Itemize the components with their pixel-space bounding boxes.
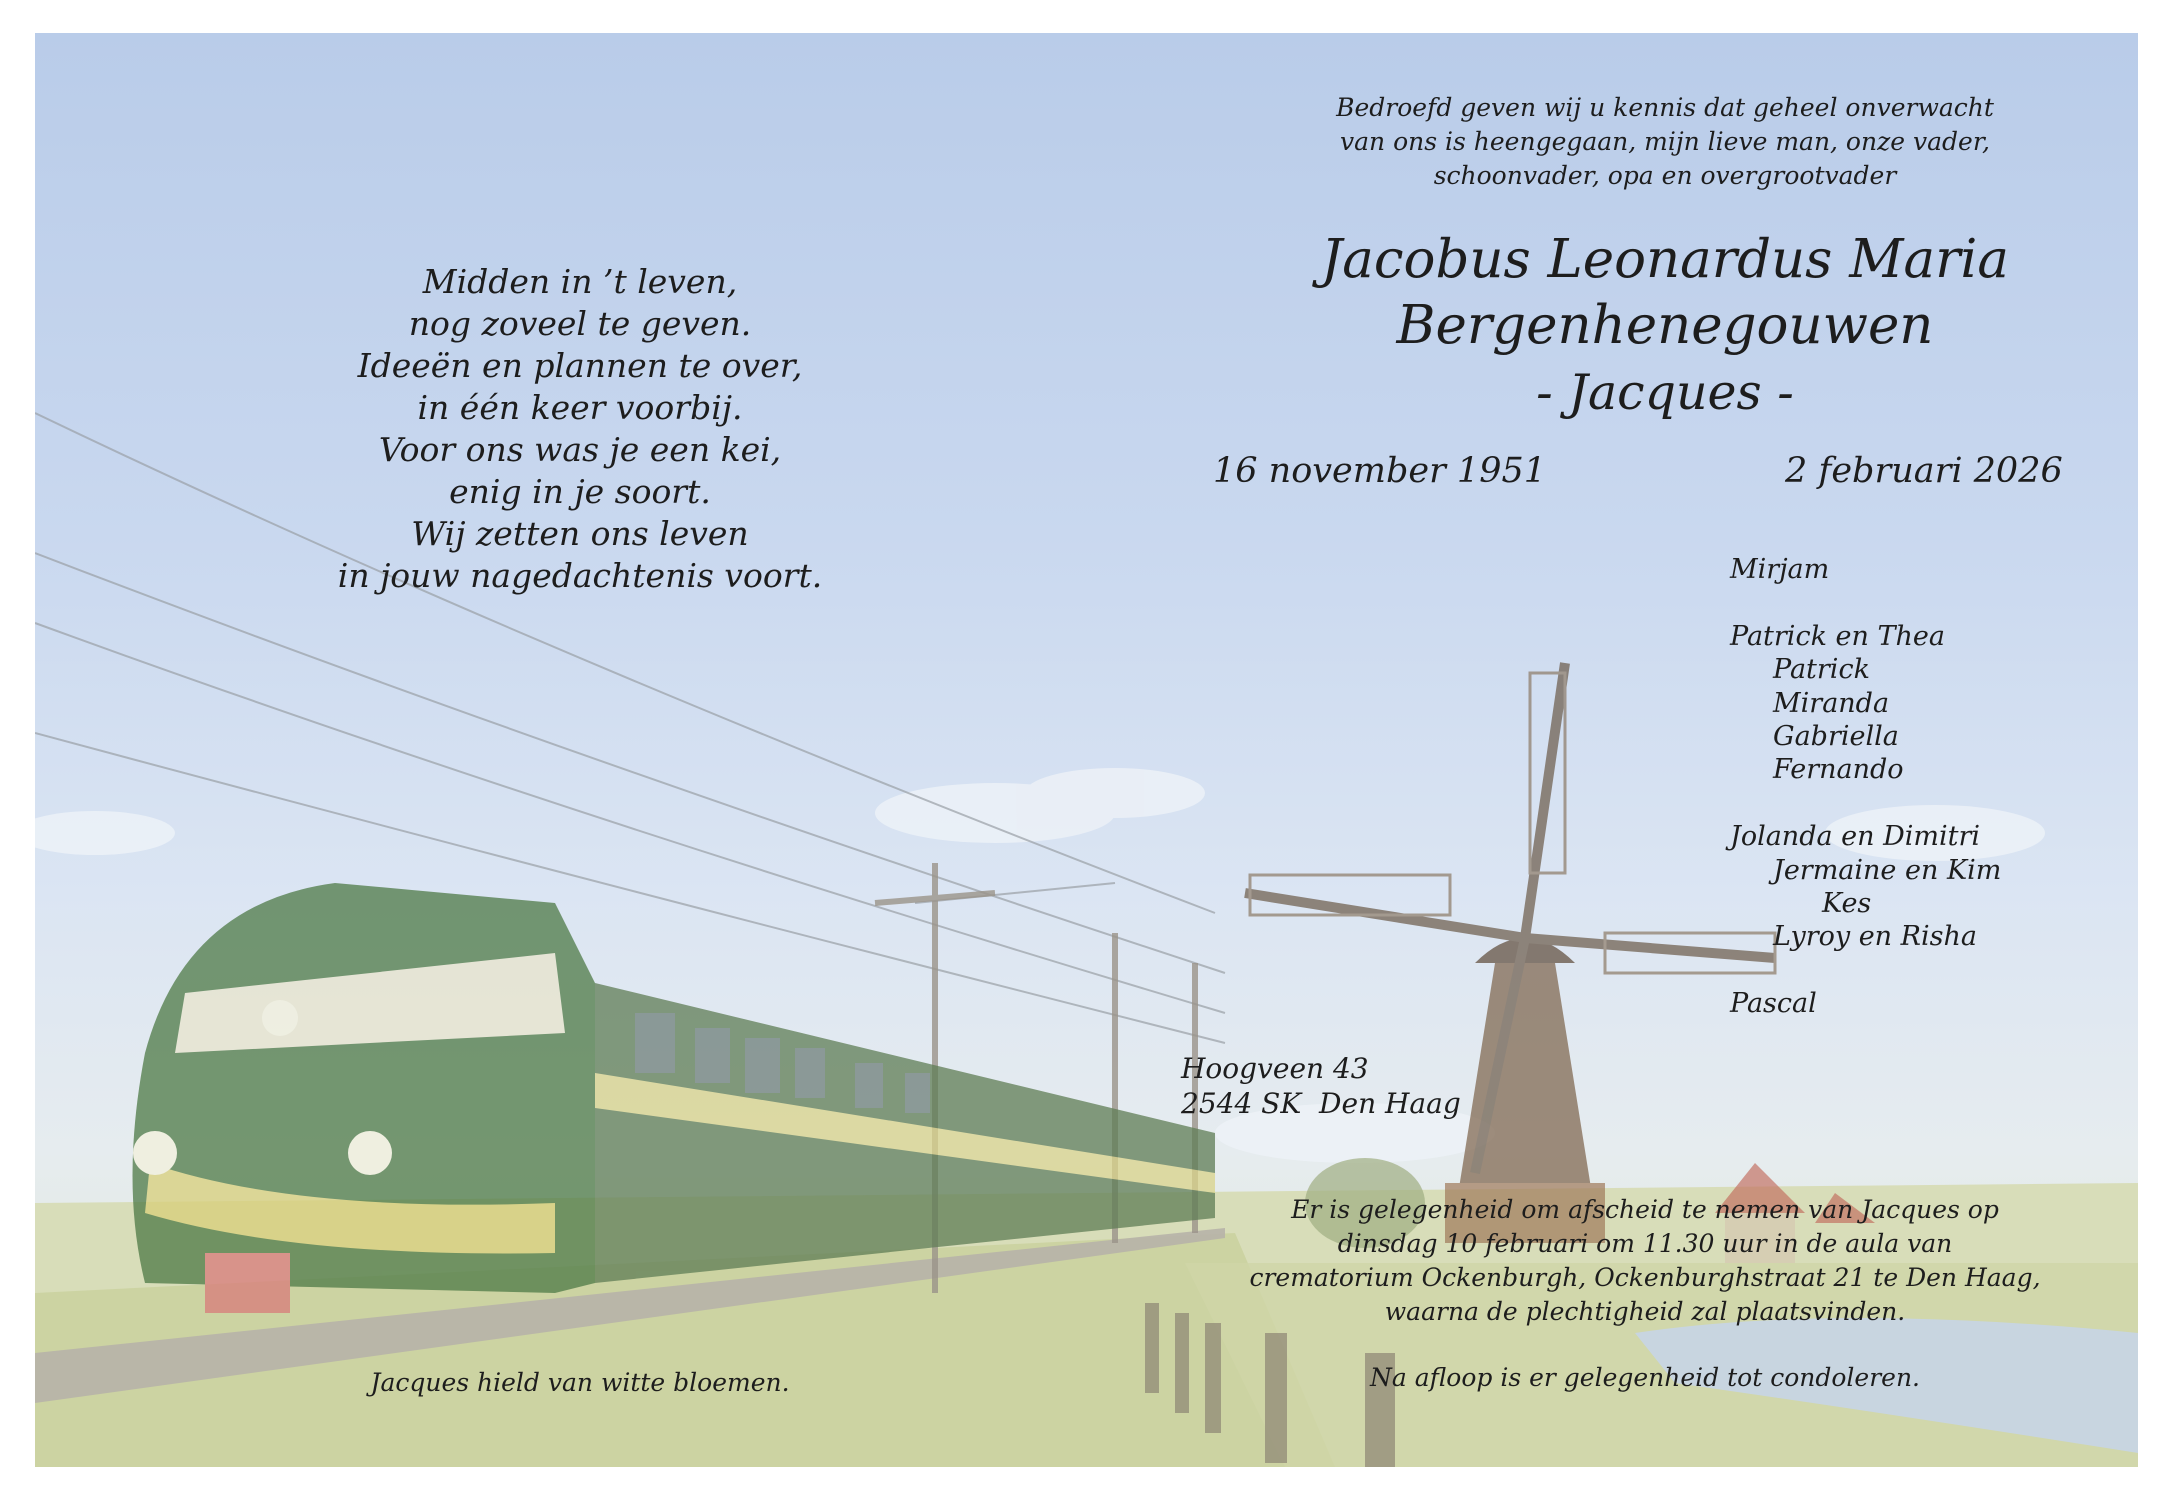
family-list: [1730, 553, 2001, 1020]
ceremony-line: crematorium Ockenburgh, Ockenburghstraat 21 te Den Haag,: [1249, 1263, 2041, 1292]
poem: [195, 261, 965, 597]
nickname: - Jacques -: [1536, 364, 1794, 421]
family-spacer: [1730, 787, 2001, 820]
family-member: Kes: [1822, 887, 1872, 919]
intro-line: schoonvader, opa en overgrootvader: [1433, 161, 1897, 190]
family-spacer: [1730, 586, 2001, 619]
deceased-name: [1145, 227, 2138, 359]
home-address: [1181, 1051, 1461, 1121]
family-member: Fernando: [1773, 754, 1904, 786]
poem-line: Wij zetten ons leven: [411, 514, 749, 553]
address-street: Hoogveen 43: [1181, 1052, 1369, 1085]
family-member: Gabriella: [1773, 720, 1899, 752]
announcement-intro: [1225, 91, 2105, 193]
poem-line: Ideeën en plannen te over,: [357, 346, 803, 385]
ceremony-line: Er is gelegenheid om afscheid te nemen van Jacques op: [1291, 1195, 1999, 1224]
ceremony-details: [1185, 1193, 2105, 1329]
family-member: Patrick en Thea: [1730, 620, 1945, 652]
family-spacer: [1730, 954, 2001, 987]
poem-line: Voor ons was je een kei,: [378, 430, 782, 469]
family-member: Jermaine en Kim: [1773, 854, 2002, 886]
family-member: Jolanda en Dimitri: [1730, 821, 1981, 853]
given-names: Jacobus Leonardus Maria: [1321, 229, 2009, 290]
intro-line: van ons is heengegaan, mijn lieve man, onze vader,: [1340, 127, 1990, 156]
poem-line: enig in je soort.: [449, 472, 711, 511]
intro-line: Bedroefd geven wij u kennis dat geheel onverwacht: [1336, 93, 1994, 122]
address-city: 2544 SK Den Haag: [1181, 1087, 1461, 1120]
family-member: Patrick: [1773, 654, 1870, 686]
family-member: Lyroy en Risha: [1773, 921, 1977, 953]
mourning-card: [35, 33, 2138, 1467]
poem-line: in één keer voorbij.: [417, 388, 743, 427]
family-member: Miranda: [1773, 687, 1890, 719]
family-member: Mirjam: [1730, 554, 1830, 585]
poem-line: in jouw nagedachtenis voort.: [337, 556, 823, 595]
condolence-note: Na afloop is er gelegenheid tot condoleren.: [1369, 1363, 1921, 1392]
poem-line: nog zoveel te geven.: [408, 304, 752, 343]
death-date: 2 februari 2026: [1785, 451, 2063, 491]
birth-date: 16 november 1951: [1213, 451, 1546, 491]
family-member: Pascal: [1730, 988, 1817, 1020]
ceremony-line: waarna de plechtigheid zal plaatsvinden.: [1384, 1297, 1906, 1326]
ceremony-line: dinsdag 10 februari om 11.30 uur in de aula van: [1337, 1229, 1953, 1258]
poem-line: Midden in ’t leven,: [422, 262, 738, 301]
surname: Bergenhenegouwen: [1396, 295, 1934, 356]
flowers-note: Jacques hield van witte bloemen.: [370, 1368, 790, 1397]
